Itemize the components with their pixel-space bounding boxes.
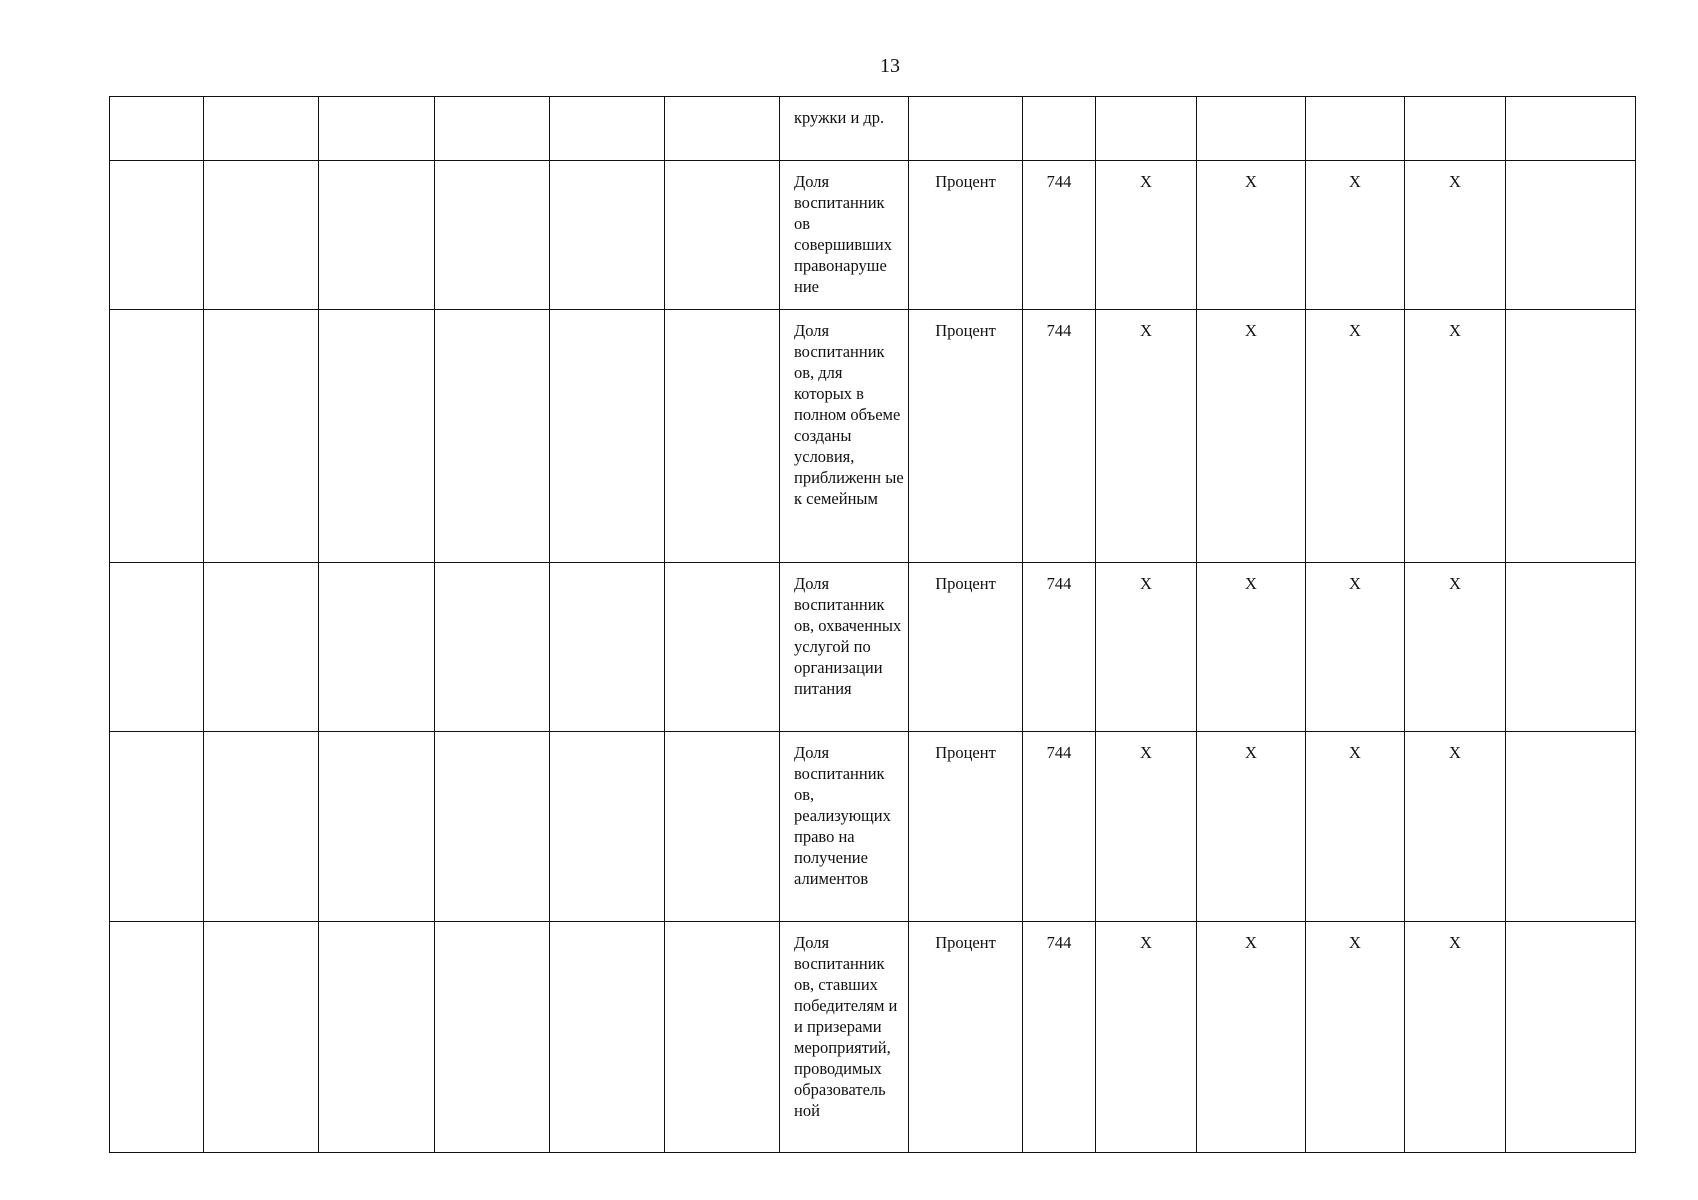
unit-cell <box>909 97 1023 161</box>
indicator-cell: Доля воспитанник ов, для которых в полном объеме созданы условия, приближенн ые к семейным <box>780 310 909 563</box>
empty-cell <box>435 310 550 563</box>
empty-cell <box>204 732 319 922</box>
indicator-table <box>109 96 1636 1153</box>
value-cell: X <box>1405 732 1506 922</box>
empty-cell <box>319 310 435 563</box>
empty-cell <box>665 161 780 310</box>
value-cell: X <box>1405 563 1506 732</box>
indicator-cell: кружки и др. <box>780 97 909 161</box>
code-cell: 744 <box>1023 310 1096 563</box>
empty-cell <box>435 97 550 161</box>
table-row <box>110 922 1636 1153</box>
value-cell: X <box>1197 310 1306 563</box>
indicator-cell: Доля воспитанник ов, реализующих право на получение алиментов <box>780 732 909 922</box>
unit-cell: Процент <box>909 563 1023 732</box>
empty-cell <box>204 310 319 563</box>
value-cell: X <box>1197 563 1306 732</box>
empty-cell <box>550 922 665 1153</box>
value-cell: X <box>1306 732 1405 922</box>
empty-cell <box>665 310 780 563</box>
table-row <box>110 563 1636 732</box>
empty-cell <box>110 310 204 563</box>
unit-cell: Процент <box>909 161 1023 310</box>
empty-cell <box>1506 922 1636 1153</box>
value-cell: X <box>1405 310 1506 563</box>
table-row <box>110 161 1636 310</box>
value-cell <box>1096 97 1197 161</box>
empty-cell <box>550 161 665 310</box>
empty-cell <box>319 922 435 1153</box>
empty-cell <box>110 563 204 732</box>
code-cell: 744 <box>1023 563 1096 732</box>
empty-cell <box>550 310 665 563</box>
empty-cell <box>435 732 550 922</box>
empty-cell <box>204 161 319 310</box>
empty-cell <box>1506 161 1636 310</box>
table-row <box>110 310 1636 563</box>
empty-cell <box>1506 732 1636 922</box>
empty-cell <box>665 732 780 922</box>
code-cell <box>1023 97 1096 161</box>
empty-cell <box>665 563 780 732</box>
empty-cell <box>204 563 319 732</box>
value-cell <box>1405 97 1506 161</box>
indicator-cell: Доля воспитанник ов совершивших правонаруше ние <box>780 161 909 310</box>
empty-cell <box>1506 563 1636 732</box>
empty-cell <box>550 97 665 161</box>
value-cell: X <box>1096 563 1197 732</box>
code-cell: 744 <box>1023 161 1096 310</box>
unit-cell: Процент <box>909 732 1023 922</box>
empty-cell <box>110 922 204 1153</box>
value-cell: X <box>1197 161 1306 310</box>
value-cell: X <box>1096 161 1197 310</box>
value-cell <box>1306 97 1405 161</box>
empty-cell <box>110 732 204 922</box>
value-cell: X <box>1096 732 1197 922</box>
empty-cell <box>110 97 204 161</box>
value-cell: X <box>1405 161 1506 310</box>
code-cell: 744 <box>1023 732 1096 922</box>
value-cell: X <box>1306 310 1405 563</box>
table-row <box>110 97 1636 161</box>
empty-cell <box>204 97 319 161</box>
empty-cell <box>319 563 435 732</box>
value-cell: X <box>1096 310 1197 563</box>
empty-cell <box>665 922 780 1153</box>
empty-cell <box>110 161 204 310</box>
value-cell <box>1197 97 1306 161</box>
value-cell: X <box>1405 922 1506 1153</box>
empty-cell <box>435 922 550 1153</box>
indicator-cell: Доля воспитанник ов, ставших победителям и и призерами мероприятий, проводимых образователь ной <box>780 922 909 1153</box>
value-cell: X <box>1197 732 1306 922</box>
empty-cell <box>319 161 435 310</box>
unit-cell: Процент <box>909 922 1023 1153</box>
empty-cell <box>435 563 550 732</box>
empty-cell <box>550 563 665 732</box>
page-number: 13 <box>880 55 900 77</box>
empty-cell <box>665 97 780 161</box>
table-row <box>110 732 1636 922</box>
value-cell: X <box>1096 922 1197 1153</box>
empty-cell <box>435 161 550 310</box>
value-cell: X <box>1306 563 1405 732</box>
value-cell: X <box>1197 922 1306 1153</box>
empty-cell <box>319 732 435 922</box>
empty-cell <box>1506 97 1636 161</box>
value-cell: X <box>1306 161 1405 310</box>
empty-cell <box>204 922 319 1153</box>
unit-cell: Процент <box>909 310 1023 563</box>
value-cell: X <box>1306 922 1405 1153</box>
indicator-cell: Доля воспитанник ов, охваченных услугой по организации питания <box>780 563 909 732</box>
empty-cell <box>1506 310 1636 563</box>
empty-cell <box>319 97 435 161</box>
empty-cell <box>550 732 665 922</box>
code-cell: 744 <box>1023 922 1096 1153</box>
